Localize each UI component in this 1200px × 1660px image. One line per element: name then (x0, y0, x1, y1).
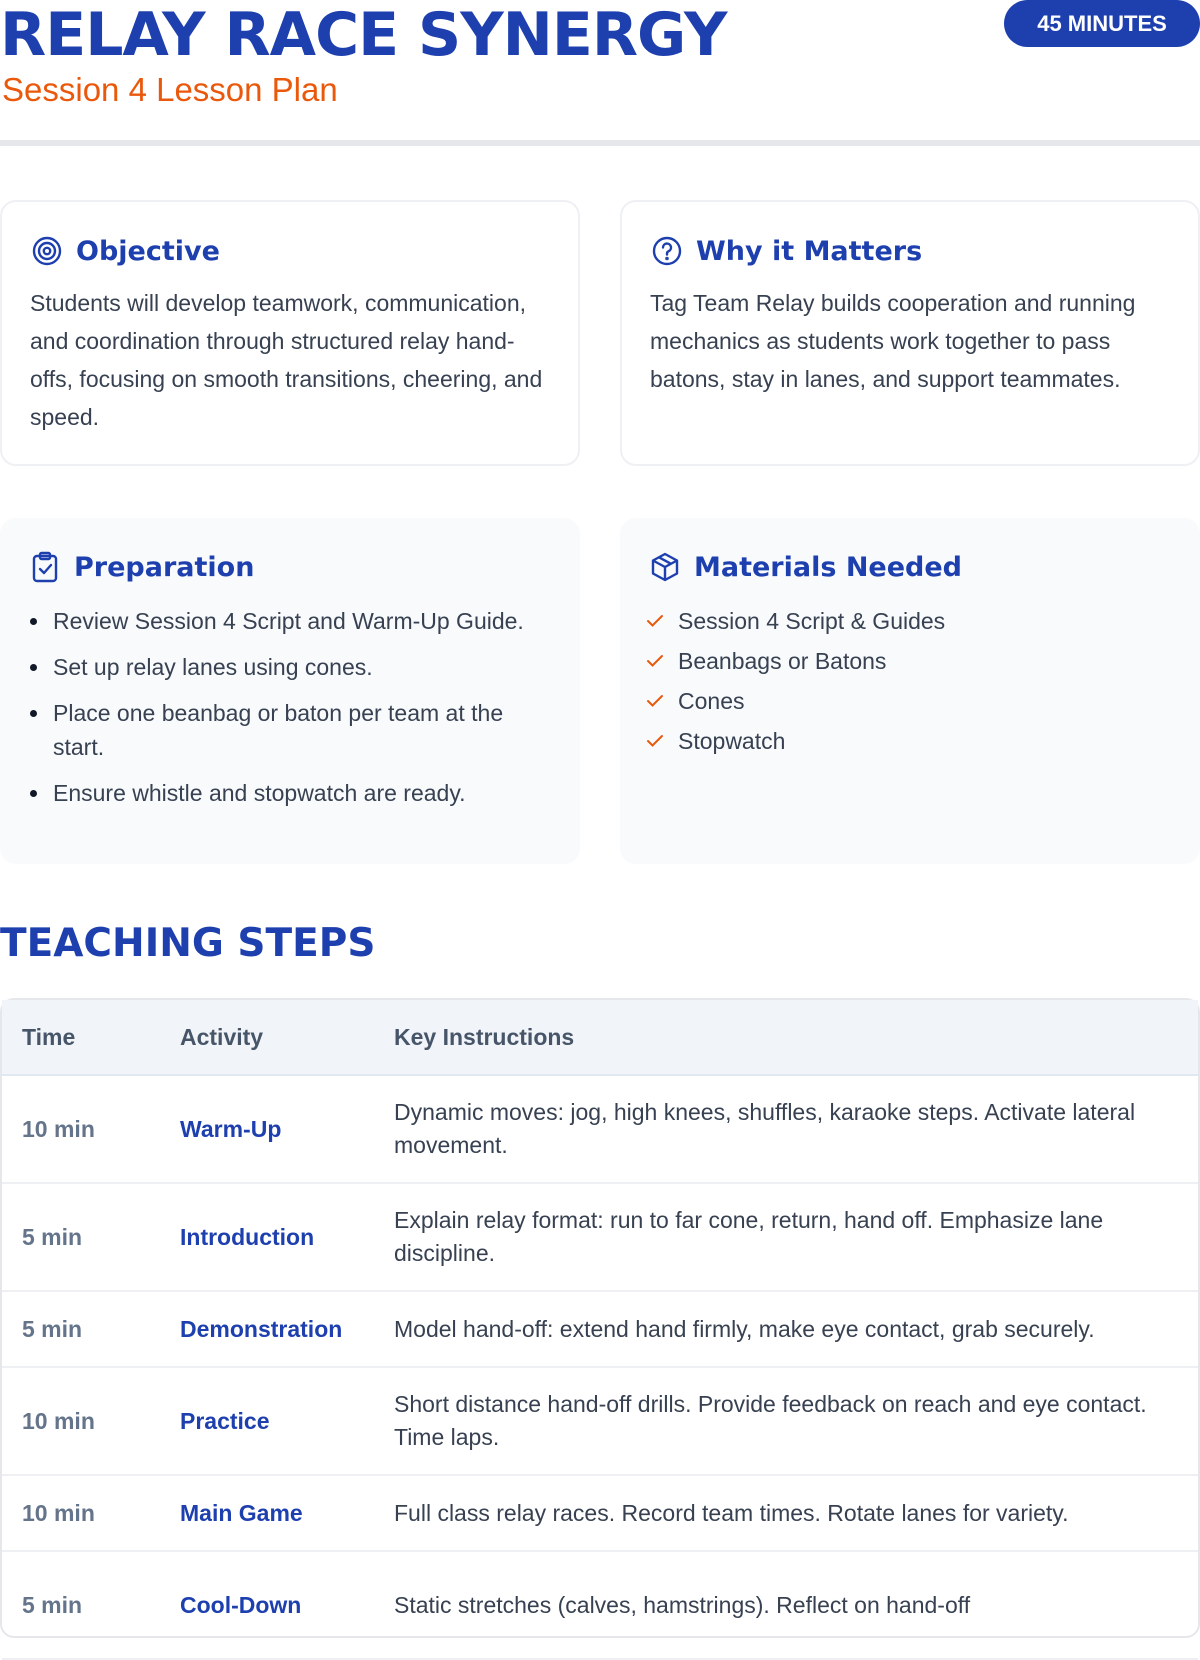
activity-cell: Demonstration (180, 1315, 343, 1342)
why-it-matters-text: Tag Team Relay builds cooperation and running mechanics as students work together to pass batons, stay in lanes, and support teammates. (650, 290, 1136, 392)
time-cell: 10 min (22, 1499, 95, 1526)
table-header (2, 1000, 1198, 1076)
table-row (2, 1552, 1198, 1660)
objective-title: Objective (76, 235, 220, 267)
time-cell: 10 min (22, 1407, 95, 1434)
page-subtitle: Session 4 Lesson Plan (2, 71, 338, 108)
target-icon (30, 234, 64, 268)
why-it-matters-card (620, 200, 1200, 466)
clipboard-check-icon (28, 550, 62, 584)
time-cell: 10 min (22, 1115, 95, 1142)
check-icon (646, 654, 678, 668)
instructions-cell: Explain relay format: run to far cone, return, hand off. Emphasize lane discipline. (394, 1207, 1104, 1266)
header-divider (0, 140, 1200, 146)
preparation-card (0, 518, 580, 864)
instructions-cell: Static stretches (calves, hamstrings). Reflect on hand-off (394, 1591, 971, 1618)
table-row (2, 1476, 1198, 1552)
column-header-instructions: Key Instructions (394, 1023, 575, 1050)
preparation-title: Preparation (74, 551, 255, 583)
activity-cell: Cool-Down (180, 1591, 302, 1618)
material-label: Session 4 Script & Guides (678, 607, 946, 634)
table-row (2, 1076, 1198, 1184)
list-item: Ensure whistle and stopwatch are ready. (26, 776, 560, 810)
instructions-cell: Dynamic moves: jog, high knees, shuffles, karaoke steps. Activate lateral movement. (394, 1099, 1136, 1158)
table-row (2, 1184, 1198, 1292)
materials-title: Materials Needed (694, 551, 963, 583)
instructions-cell: Full class relay races. Record team times. Rotate lanes for variety. (394, 1499, 1069, 1526)
materials-card (620, 518, 1200, 864)
check-icon (646, 694, 678, 708)
table-row (2, 1368, 1198, 1476)
list-item (646, 724, 1180, 758)
activity-cell: Main Game (180, 1499, 303, 1526)
material-label: Beanbags or Batons (678, 647, 887, 674)
objective-text: Students will develop teamwork, communication, and coordination through structured relay hand-offs, focusing on smooth transitions, cheering, and speed. (30, 290, 543, 430)
materials-list (646, 604, 1180, 764)
activity-cell: Introduction (180, 1223, 315, 1250)
activity-cell: Warm-Up (180, 1115, 282, 1142)
time-cell: 5 min (22, 1591, 83, 1618)
time-cell: 5 min (22, 1315, 83, 1342)
why-it-matters-title: Why it Matters (696, 235, 923, 267)
instructions-cell: Model hand-off: extend hand firmly, make eye contact, grab securely. (394, 1315, 1095, 1342)
teaching-steps-title: TEACHING STEPS (0, 921, 376, 966)
material-label: Cones (678, 687, 745, 714)
package-icon (648, 550, 682, 584)
page-header (0, 0, 1200, 146)
column-header-time: Time (22, 1023, 76, 1050)
list-item: Place one beanbag or baton per team at the start. (26, 696, 560, 764)
list-item: Set up relay lanes using cones. (26, 650, 560, 684)
time-cell: 5 min (22, 1223, 83, 1250)
table-row (2, 1292, 1198, 1368)
column-header-activity: Activity (180, 1023, 264, 1050)
material-label: Stopwatch (678, 727, 786, 754)
list-item: Review Session 4 Script and Warm-Up Guide. (26, 604, 560, 638)
objective-card (0, 200, 580, 466)
list-item (646, 604, 1180, 638)
check-icon (646, 734, 678, 748)
duration-badge: 45 MINUTES (1004, 0, 1200, 47)
teaching-steps-table (0, 998, 1200, 1638)
list-item (646, 684, 1180, 718)
activity-cell: Practice (180, 1407, 270, 1434)
question-circle-icon (650, 234, 684, 268)
check-icon (646, 614, 678, 628)
preparation-list (26, 604, 560, 822)
list-item (646, 644, 1180, 678)
page-title: RELAY RACE SYNERGY (0, 0, 727, 70)
instructions-cell: Short distance hand-off drills. Provide feedback on reach and eye contact. Time laps. (394, 1391, 1147, 1450)
